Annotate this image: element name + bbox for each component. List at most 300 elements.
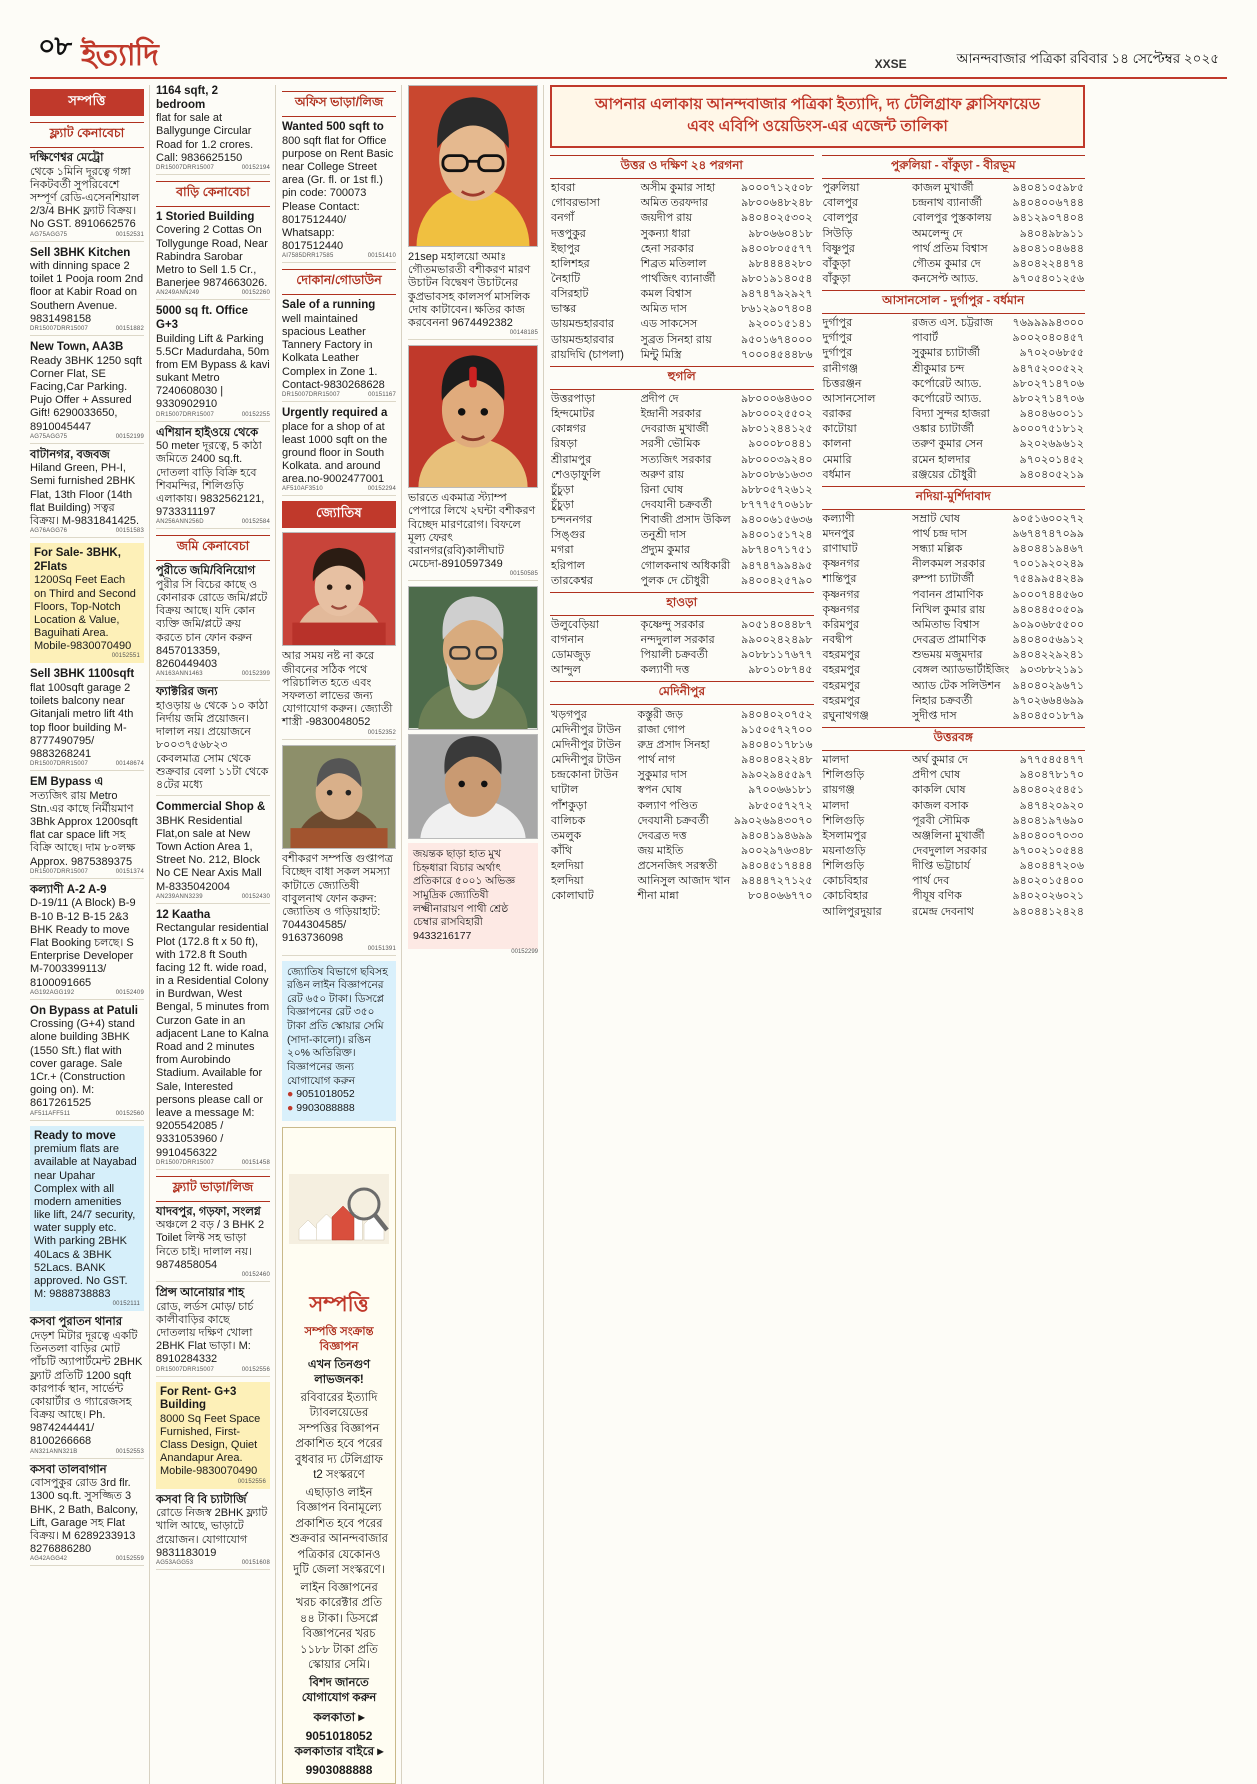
agent-phone[interactable]: ৯৪০৪৫১৭৪৪৪ [741, 860, 813, 873]
agent-location: হরিপাল [551, 559, 585, 572]
agent-name: রুম্পা চ্যাটার্জী [912, 573, 974, 586]
agent-name: অর্ঘ কুমার দে [912, 754, 968, 767]
agent-name: বিদ্যা সুন্দর হাজরা [912, 408, 990, 421]
agent-phone[interactable]: ৯৪০৪২২৪৪৭৪ [1012, 257, 1084, 270]
agent-name: কমল বিশ্বাস [640, 288, 692, 301]
agent-location: দুর্গাপুর [822, 317, 853, 330]
agent-phone[interactable]: ৯৭৭৫৪৫৪৭৭ [1019, 754, 1084, 767]
agent-name: গোলকনাথ অধিকারী [640, 559, 731, 572]
agent-phone[interactable]: ৯৪০৪৪৫০৫০৯ [1012, 603, 1084, 616]
ad-code-right: 00151167 [368, 391, 396, 398]
agent-location: কোচবিহার [822, 890, 869, 903]
agent-name: কাকলি ঘোষ [912, 784, 966, 797]
ad-code-right: 00152299 [511, 948, 538, 955]
agent-phone[interactable]: ৭০০০৪৫৪৪৮৬ [741, 348, 813, 361]
agent-phone[interactable]: ৯৮০৬৬০৪১৮ [748, 227, 813, 240]
ad-title: 12 Kaatha [156, 908, 211, 921]
ad-code-right: 00152556 [237, 1478, 266, 1485]
agent-phone[interactable]: ৯৪০৪৭৮১৭০ [1019, 769, 1084, 782]
agent-row [822, 859, 1086, 874]
agent-phone[interactable]: ৯৭০৫৪০১২৫৬ [1012, 272, 1084, 285]
agent-row [822, 678, 1086, 693]
ad-body: 3BHK Residential Flat,on sale at New Town Action Area 1, Street No. 212, Block No CE Near Axis Mall M-8335042004 [156, 814, 262, 893]
agent-location: ডোমজুড় [551, 649, 591, 662]
agent-name: দেবরাজ মুখার্জী [640, 423, 709, 436]
edition-code: XXSE [874, 57, 907, 71]
agent-phone[interactable]: ৯০৫১৬০০২৭২ [1012, 512, 1084, 525]
agent-phone[interactable]: ৯৪৪৪৭২৭১২৫ [741, 875, 813, 888]
agent-phone[interactable]: ৯৮০০৮৬১৬৩৩ [741, 468, 813, 481]
agent-table [550, 618, 814, 679]
portrait-image [408, 586, 538, 729]
promo-phone-outside[interactable]: কলকাতার বাইরে ▸ 9903088888 [294, 1743, 384, 1777]
ad-code-left: AG53AGG53 [156, 1559, 194, 1566]
agent-name: সম্রাট ঘোষ [912, 512, 960, 525]
ad-code-right: 00148674 [115, 761, 144, 768]
agent-name: রঞ্জয়ের চৌধুরী [912, 468, 977, 481]
classified-ad [156, 305, 270, 421]
agent-row [550, 226, 814, 241]
agent-phone[interactable]: ৯৪০২০১৫৪০০ [1012, 875, 1084, 888]
agent-location: রায়গঞ্জ [822, 784, 855, 797]
section-header-sampatti: সম্পত্তি [30, 89, 144, 116]
ad-code-right: 00152559 [115, 1556, 144, 1563]
agent-phone[interactable]: ৯৪০৪০২০৭৫২ [741, 708, 813, 721]
agent-name: জয় মাইতি [637, 844, 684, 857]
agent-location: কৃষ্ণনগর [822, 588, 860, 601]
agent-name: রমেন্দ্র দেবনাথ [912, 905, 974, 918]
ad-code-right: 00148185 [509, 330, 538, 337]
agent-list-section [550, 85, 1090, 1784]
ad-code-left: DR15007DRR15007 [156, 411, 215, 418]
agent-name: হেনা সরকার [640, 242, 694, 255]
agent-name: কল্যাণী দত্ত [640, 664, 690, 677]
agent-phone[interactable]: ৯৮০০০৩৯২৪০ [741, 453, 813, 466]
agent-row [550, 633, 814, 648]
ad-body: থেকে ১মিনি দূরত্বে গঙ্গা নিকটবর্তী সুপরিবেশে সম্পূর্ণ রেডি-এসেনশিয়াল 2/3/4 BHK ফ্ল্যাট বিক্রয়। No GST. 8910662576 [30, 165, 140, 231]
portrait-image [282, 745, 396, 850]
agent-name: অরুণ রায় [640, 468, 684, 481]
agent-row [822, 798, 1086, 813]
agent-phone[interactable]: ৯৮০২৭১৪৭০৬ [1012, 377, 1084, 390]
agent-phone[interactable]: ৯৮৮০৫৭২৬১২ [741, 483, 813, 496]
ad-title: Sell 3BHK 1100sqft [30, 668, 135, 681]
ad-title: দক্ষিণেশ্বর মেট্রো [30, 152, 104, 164]
agent-name: সুব্রত সিনহা রায় [640, 333, 712, 346]
publication-logo: ইত্যাদি [81, 39, 158, 72]
agent-name: রিনা ঘোষ [640, 483, 684, 496]
agent-row [550, 814, 814, 829]
agent-phone[interactable]: ৯৪০৪১৯৭৬৯০ [1012, 814, 1084, 827]
classified-ad [30, 1316, 144, 1458]
ad-code-right: 00152409 [115, 989, 144, 996]
agent-row [550, 317, 814, 332]
agent-location: মেমারি [822, 453, 852, 466]
portrait-image [408, 345, 538, 488]
agent-row [550, 663, 814, 678]
agent-phone[interactable]: ৮০৪০৬৬৭৭০ [748, 890, 813, 903]
agent-list-title [550, 85, 1085, 148]
region-header: হাওড়া [550, 592, 814, 616]
astro-rates-text: জ্যোতিষ বিভাগে ছবিসহ রঙিন লাইন বিজ্ঞাপনের রেট ৬৫০ টাকা। ডিসপ্লে বিজ্ঞাপনের রেট ৩৫০ টাকা প্রতি স্কোয়ার সেমি (সাদা-কালো)। রঙিন ২০% অতিরিক্ত। বিজ্ঞাপনের জন্য যোগাযোগ করুন [287, 965, 388, 1087]
agent-row [822, 648, 1086, 663]
agent-location: বালিচক [551, 814, 586, 827]
column-2 [156, 85, 276, 1784]
agent-phone[interactable]: ৯৮০১৯১৪০৫৪ [741, 272, 813, 285]
agent-row [822, 226, 1086, 241]
agent-row [822, 512, 1086, 527]
agent-location: কোন্নগর [551, 423, 586, 436]
agent-phone[interactable]: ৯৫০১৬৭৪০০০ [741, 333, 813, 346]
agent-name: অমিতাভ বিশ্বাস [912, 618, 980, 631]
agent-name: পাবার্ট [912, 332, 939, 345]
agent-phone[interactable]: ৯৪০৪১০৪৬৪৪ [1012, 242, 1084, 255]
agent-phone[interactable]: ৯৮৪৪৪৪২৮০ [748, 257, 813, 270]
agent-name: জয়দীপ রায় [640, 212, 693, 225]
agent-phone[interactable]: ৯৪০৪৪১২৪২৪ [1012, 905, 1084, 918]
agent-phone[interactable]: ৯৯০২৬৯৪৩০৭০ [733, 814, 813, 827]
agent-row [822, 468, 1086, 483]
classified-ad [30, 884, 144, 1000]
agent-name: চন্দ্রনাথ ব্যানার্জী [912, 197, 983, 210]
agent-phone[interactable]: ৯৭০০৬৬১৮১ [748, 784, 813, 797]
ad-title: Commercial Shop & [156, 801, 266, 814]
agent-phone[interactable]: ৯০৫১৪০৪৪৮৭ [741, 618, 813, 631]
portrait-image [282, 532, 396, 646]
ad-code-left: DR15007DRR15007 [30, 868, 89, 875]
agent-phone[interactable]: ৯৪০৪২২৯২৪১ [1012, 649, 1084, 662]
promo-line-1: সম্পত্তি সংক্রান্ত বিজ্ঞাপন [304, 1325, 374, 1354]
classified-ad [156, 427, 270, 530]
agent-location: বহরমপুর [822, 664, 861, 677]
house-illustration-icon [289, 1134, 389, 1284]
classified-ad-highlighted [156, 1382, 270, 1489]
agent-location: হাবরা [551, 182, 576, 195]
agent-phone[interactable]: ৯৯০০২৪২৪৯৮ [741, 634, 813, 647]
ad-body: Hiland Green, PH-I, Semi furnished 2BHK Flat, 13th Floor (14th flat Building) সত্বর বিক্রয়। M-9831841425. [30, 462, 139, 527]
ad-code-left: DR15007DRR15007 [156, 164, 215, 171]
agent-name: শুভময় মজুমদার [912, 649, 983, 662]
ad-title: 1164 sqft, 2 bedroom [156, 85, 219, 111]
agent-location: বহরমপুর [822, 694, 861, 707]
agent-phone[interactable]: ৯৪০৪০২৫৩০২ [741, 212, 813, 225]
ad-title: 5000 sq ft. Office G+3 [156, 305, 249, 331]
ad-title: For Sale- 3BHK, 2Flats [34, 547, 121, 573]
ad-code-left: AI7585DRR17585 [282, 253, 334, 260]
classified-ad [282, 853, 396, 955]
agent-phone[interactable]: ৯৪০৪০৫২১৯ [1019, 468, 1084, 481]
agent-phone[interactable]: ৮৭৭৭৫৭০৬১৮ [741, 499, 813, 511]
subsection-flat-sale: ফ্ল্যাট কেনাবেচা [30, 122, 144, 148]
agent-phone[interactable]: ৯৪০০৬১৫৬৩৬ [741, 514, 813, 527]
region-header: নদিয়া-মুর্শিদাবাদ [822, 486, 1086, 510]
agent-name: পূরবী সৌমিক [912, 814, 970, 827]
agent-phone[interactable]: ৯৪০৪১৯৪৬৯৯ [741, 829, 813, 842]
astrologer-photo-4 [408, 345, 538, 488]
agent-phone[interactable]: ৯৪৭৫২০০৫২২ [1012, 362, 1084, 375]
agent-location: রাণাঘাট [822, 543, 858, 556]
agent-name: নীলকমল সরকার [912, 558, 986, 571]
ad-code-right: 00152294 [367, 486, 396, 493]
ad-code-left: AG192AGG192 [30, 989, 75, 996]
agent-location: মগরা [551, 544, 574, 557]
agent-phone[interactable]: ৯৮০১০৮৭৪৫ [748, 664, 813, 677]
agent-phone[interactable]: ৯৪৭৪৭৯২৯২৭ [741, 288, 813, 301]
agent-phone[interactable]: ৯০০২০৪০৪৫৭ [1012, 332, 1084, 345]
agent-name: নিহার চক্রবর্তী [912, 694, 973, 707]
agent-name: গৌতম কুমার দে [912, 257, 981, 270]
agent-phone[interactable]: ৯৪০০৪২৫৭৯০ [741, 574, 813, 587]
agent-phone[interactable]: ৯৪০৪০০৭০৩০ [1012, 829, 1084, 842]
agent-row [550, 559, 814, 574]
agent-phone[interactable]: ৯৪০০৮০৫৫৭৭ [741, 242, 813, 255]
agent-row [822, 694, 1086, 709]
classified-ad [30, 668, 144, 771]
region-header: আসানসোল - দুর্গাপুর - বর্ধমান [822, 290, 1086, 314]
agent-phone[interactable]: ৯৪০৪৯৮৯১১ [1019, 227, 1084, 240]
agent-phone[interactable]: ৯৯০২৯৪৫৫৯৭ [741, 769, 813, 782]
agent-row [822, 572, 1086, 587]
agent-phone[interactable]: ৯৪০৪৪১৯৪৬৭ [1012, 543, 1084, 556]
agent-row [822, 407, 1086, 422]
ad-code-right: 00152551 [111, 653, 140, 660]
agent-phone[interactable]: ৯০০০৮০৪৪১ [748, 438, 813, 451]
agent-phone[interactable]: ৯৪৭৪৭৯৯৪৯৫ [741, 559, 813, 572]
agent-location: করিমপুর [822, 618, 860, 631]
agent-phone[interactable]: ৯১৫০৫৭২৭০০ [741, 723, 813, 736]
astro-phone-2[interactable]: 9903088888 [296, 1101, 355, 1114]
agent-location: চিত্তরঞ্জন [822, 377, 862, 390]
agent-phone[interactable]: ৯৪০০১৫১৭২৪ [741, 529, 813, 542]
agent-row [822, 181, 1086, 196]
portrait-image [408, 85, 538, 247]
agent-phone[interactable]: ৭০০১৯২০২৪৯ [1012, 558, 1084, 571]
agent-name: দেবব্রত প্রামাণিক [912, 634, 986, 647]
agent-row [822, 196, 1086, 211]
agent-table [822, 512, 1086, 724]
ad-code-left: AN321ANN321B [30, 1448, 78, 1455]
ad-code-right: 00152430 [241, 893, 270, 900]
agent-name: প্রদীপ দে [640, 392, 679, 405]
promo-line-6: বিশদ জানতে যোগাযোগ করুন [301, 1676, 377, 1705]
agent-location: চন্দ্রকোনা টাউন [551, 769, 619, 782]
agent-location: রিষড়া [551, 438, 578, 451]
ad-code-right: 00152531 [115, 231, 144, 238]
agent-name: দেবযানী চক্রবর্তী [637, 814, 709, 827]
ad-title: Urgently required a [282, 406, 388, 419]
agent-phone[interactable]: ৯৪০৪০১৭৮১৬ [741, 738, 813, 751]
ad-code-right: 00152560 [115, 1110, 144, 1117]
agent-row [550, 783, 814, 798]
agent-phone[interactable]: ৯৮০০০২৫৫০২ [741, 408, 813, 421]
promo-line-5: লাইন বিজ্ঞাপনের খরচ কারেক্টার প্রতি ৪৪ টাকা। ডিসপ্লে বিজ্ঞাপনের খরচ ১১৮৮ টাকা প্রতি স্কোয়ার সেমি। [296, 1581, 382, 1672]
classified-ad [30, 449, 144, 539]
agent-phone[interactable]: ৯৭০০২১০৫৪৪ [1012, 844, 1084, 857]
agent-location: শিলিগুড়ি [822, 769, 865, 782]
agent-phone[interactable]: ৯৪০৪১০৫৯৮৫ [1012, 182, 1084, 195]
agent-name: পুলক দে চৌধুরী [640, 574, 710, 587]
agent-phone[interactable]: ৯০০০৭৫১৮১২ [1012, 423, 1084, 436]
agent-row [550, 753, 814, 768]
ad-code-left: AN163ANN1463 [156, 671, 203, 678]
agent-location: কৃষ্ণনগর [822, 603, 860, 616]
agent-name: রজত এস. চট্টরাজ [912, 317, 993, 330]
agent-name: রুদ্র প্রসাদ সিনহা [637, 738, 710, 751]
ad-title: Ready to move [34, 1129, 116, 1142]
agent-phone[interactable]: ৯৪০৪০২৯৬৭১ [1012, 679, 1084, 692]
agent-name: প্রসেনজিৎ সরস্বতী [637, 860, 718, 873]
ad-body: পুরীর সি বিচের কাছে ও কোনারক রোডে জমি/প্লটে বিক্রয় আছে। যদি কোন ব্যক্তি জমি/প্লটে ক্রয় করতে চান ফোন করুন 8457013359, 8260449403 [156, 578, 268, 670]
agent-location: বহরমপুর [822, 649, 861, 662]
agent-name: মিন্টু মিস্ত্রি [640, 348, 682, 361]
ad-code-right: 00152584 [241, 519, 270, 526]
agent-name: শ্রীকুমার চন্দ [912, 362, 965, 375]
agent-name: কল্যাণ পণ্ডিত [637, 799, 698, 812]
agent-name: পার্থ নাগ [637, 754, 676, 767]
agent-phone[interactable]: ৯৪০২০২৬০২১ [1012, 890, 1084, 903]
agent-name: সন্ধ্যা মল্লিক [912, 543, 963, 556]
agent-row [550, 707, 814, 722]
ad-code-left: AG42AGG42 [30, 1556, 68, 1563]
agent-name: নিখিল কুমার রায় [912, 603, 986, 616]
agent-phone[interactable]: ৯৪০৪০০৬৭৪৪ [1012, 197, 1084, 210]
classified-ad [30, 1464, 144, 1567]
agent-phone[interactable]: ৯৭০২০৬৮৫৫ [1019, 347, 1084, 360]
ad-title: Wanted 500 sqft to [282, 121, 384, 133]
classified-ad [282, 299, 396, 402]
classified-ad-highlighted [30, 1126, 144, 1312]
agent-location: বহরমপুর [822, 679, 861, 692]
agent-name: অঞ্জলিনা মুখার্জী [912, 829, 985, 842]
agent-phone[interactable]: ৯০০০৭৪৪৫৬০ [1012, 588, 1084, 601]
agent-location: হলদিয়া [551, 875, 584, 888]
astro-phone-1[interactable]: 9051018052 [296, 1088, 355, 1101]
agent-name: ইন্দ্রানী সরকার [640, 408, 702, 421]
agent-name: স্বপন ঘোষ [637, 784, 682, 797]
agent-row [822, 422, 1086, 437]
classified-ad [156, 211, 270, 301]
agent-location: উত্তরপাড়া [551, 392, 596, 405]
agent-phone[interactable]: ৯৮০০৬৪৮২৪৮ [741, 197, 813, 210]
agent-location: কোলাঘাট [551, 890, 594, 903]
agent-phone[interactable]: ৮৬১২৯০৭৪০৪ [741, 303, 813, 316]
agent-row [550, 829, 814, 844]
agent-row [550, 543, 814, 558]
agent-phone[interactable]: ৯৪০৪০২৫৪৫১ [1012, 784, 1084, 797]
agent-phone[interactable]: ৯২০০১৫১৪১ [748, 318, 813, 331]
agent-row [550, 768, 814, 783]
agent-phone[interactable]: ৯০৯০৬৮৫৫০০ [1012, 618, 1084, 631]
agent-name: তনুশ্রী দাস [640, 529, 687, 542]
agent-phone[interactable]: ৯৪৭৪২০৯২০ [1019, 799, 1084, 812]
agent-row [550, 392, 814, 407]
region-header: পুরুলিয়া - বাঁকুড়া - বীরভূম [822, 155, 1086, 179]
agent-name: অসীম কুমার সাহা [640, 182, 716, 195]
classified-ad [156, 1206, 270, 1282]
agent-row [822, 753, 1086, 768]
agent-location: হিন্দমোটর [551, 408, 595, 421]
classified-ad [282, 121, 396, 263]
agent-phone[interactable]: ৯০৮৮১১৭৬৭৭ [741, 649, 813, 662]
agent-row [822, 257, 1086, 272]
ad-body: 21sep মহালয়ো অমাঃ গৌতমভারতী বশীকরণ মারণ উচাটন বিদ্বেষণ উচাটনের কুপ্রভাবসহ কালসর্প মাসলিক দোষ কাটাবেন। ক্ষতির কাজ করবেননা 9674492382 [408, 251, 531, 329]
agent-phone[interactable]: ৭৫৪৯৯৫৪২৪৯ [1012, 573, 1084, 586]
agent-location: উলুবেড়িয়া [551, 618, 599, 631]
agent-name: নন্দদুলাল সরকার [640, 634, 715, 647]
subsection-land-sale: জমি কেনাবেচা [156, 535, 270, 561]
ad-code-right: 00151882 [115, 326, 144, 332]
agent-location: কাঁথি [551, 844, 573, 857]
agent-column-right [822, 152, 1086, 920]
agent-phone[interactable]: ৯৮০০০৬৪৬০০ [741, 392, 813, 405]
astrologer-ad-caption: জয়ন্তক ছাড়া হাত মুখ চিহ্নধারা বিচার অর্থাৎ প্রতিকারে ৫০০১ অভিজ্ঞ সামুদ্রিক জ্যোতিষী লক্ষ্মীনারায়ণ পাথী শ্রেষ্ঠ চেম্বার রাসবিহারী 9433216177 [408, 843, 538, 948]
agent-phone[interactable]: ৯৮৭৪০৭১৭৫১ [741, 544, 813, 557]
agent-name: সুকুমার চ্যাটার্জী [912, 347, 980, 360]
ad-title: কল্যাণী A-2 A-9 [30, 883, 107, 896]
agent-phone[interactable]: ৯০০০৭১২৫০৮ [741, 182, 813, 195]
agent-phone[interactable]: ৯৮০১২৪৪১২৫ [741, 423, 813, 436]
agent-name: সরসী ভৌমিক [640, 438, 701, 451]
agent-location: তমলুক [551, 829, 582, 842]
agent-phone[interactable]: ৯০৩৮৮২১৯১ [1019, 664, 1084, 677]
agent-name: প্রদ্যুম কুমার [640, 544, 690, 557]
agent-row [822, 603, 1086, 618]
agent-location: বাগনান [551, 634, 584, 647]
agent-phone[interactable]: ৯৪০৪০৫৬৯১২ [1012, 634, 1084, 647]
agent-phone[interactable]: ৭৬৯৯৯৯৪৩০০ [1012, 317, 1084, 330]
agent-phone[interactable]: ৯৮০২৭১৪৭০৬ [1012, 392, 1084, 405]
ad-body: হাওড়ায় ৬ থেকে ১০ কাঠা নির্দায় জমি প্রয়োজন। দালাল নয়। প্রয়োজনে ৮০০৩৭৫৬৮২৩ কেবলমাত্র সোম থেকে শুক্রবার বেলা ১১টা থেকে ৪টের মধ্যে [156, 699, 269, 791]
agent-phone[interactable]: ৯৪১২৯০৭৪০৪ [1012, 212, 1084, 225]
agent-location: দুর্গাপুর [822, 332, 853, 345]
agent-row [550, 723, 814, 738]
agent-row [550, 874, 814, 889]
agent-phone[interactable]: ৯২০২৬৯৬১২ [1019, 438, 1084, 451]
ad-title: পুরীতে জমি/বিনিয়োগ [156, 565, 256, 578]
agent-location: মদনপুর [822, 528, 855, 540]
agent-phone[interactable]: ৯৪০৪৪৭২০৬ [1019, 860, 1084, 873]
agent-phone[interactable]: ৯৪০৪৫০১৮৭৯ [1012, 709, 1084, 722]
agent-location: রানীগঞ্জ [822, 362, 859, 375]
agent-row [822, 905, 1086, 920]
agent-location: মালদা [822, 754, 849, 767]
agent-name: কস্তুরী জড় [637, 708, 683, 721]
agent-phone[interactable]: ৯০০২৯৭৬৩৪৮ [741, 844, 813, 857]
agent-table [822, 316, 1086, 483]
agent-phone[interactable]: ৯৭০২৬৬৪৬৯৯ [1012, 694, 1084, 707]
ad-code-right: 00151458 [241, 1159, 270, 1166]
classified-ad [156, 909, 270, 1170]
agent-location: শিলিগুড়ি [822, 860, 865, 873]
agent-row [822, 527, 1086, 542]
agent-row [822, 633, 1086, 648]
agent-name: সত্যজিৎ সরকার [640, 453, 712, 466]
agent-name: কাজল মুখার্জী [912, 182, 974, 195]
agent-row [550, 859, 814, 874]
ad-title: New Town, AA3B [30, 341, 124, 353]
agent-phone[interactable]: ৯৪০৪০৪২২৪৮ [741, 754, 813, 767]
promo-phone-kolkata[interactable]: কলকাতা ▸ 9051018052 [305, 1709, 373, 1743]
ad-code-left: AN256ANN256D [156, 519, 204, 526]
region-header: উত্তর ও দক্ষিণ ২৪ পরগনা [550, 155, 814, 179]
agent-phone[interactable]: ৯৭০২০১৪৫২ [1019, 453, 1084, 466]
ad-code-left: DR15007DRR15007 [156, 1159, 215, 1166]
agent-phone[interactable]: ৯৬৭৪৭৪৭০৯৯ [1012, 528, 1084, 540]
ad-title: For Rent- G+3 Building [160, 1385, 237, 1412]
agent-phone[interactable]: ৯৪০৪৬০০১১ [1019, 408, 1084, 421]
agent-row [550, 287, 814, 302]
agent-phone[interactable]: ৯৮৫০৫৭২৭২ [748, 799, 813, 812]
